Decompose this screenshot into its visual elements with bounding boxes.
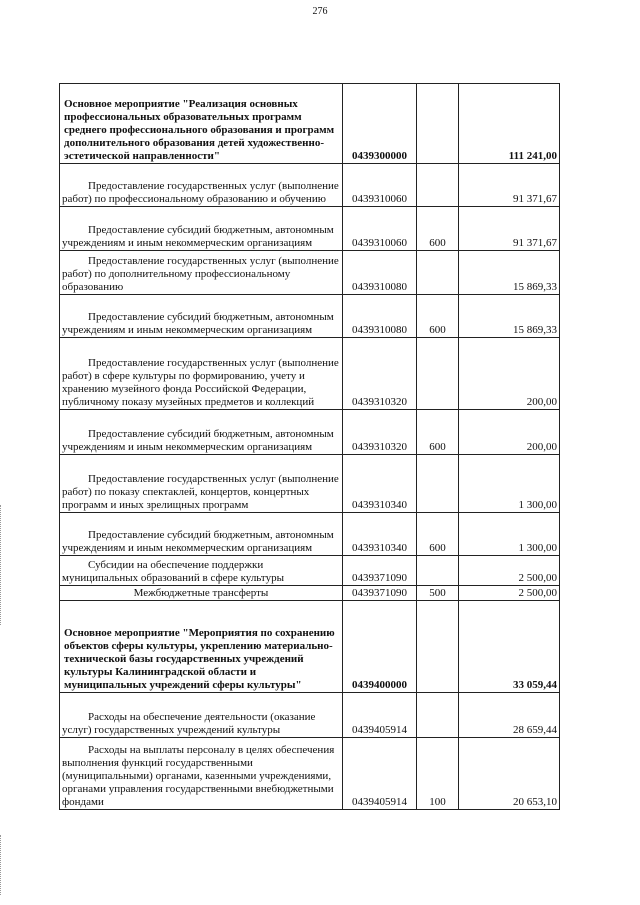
row-sum: 2 500,00: [459, 556, 560, 586]
table-row: [60, 338, 560, 410]
row-name: Предоставление государственных услуг (выполнение работ) по показу спектаклей, концертов, концертных программ и иных зрелищных программ: [60, 455, 343, 513]
table-row: [60, 601, 560, 693]
row-sum: 200,00: [459, 338, 560, 410]
table-row: [60, 84, 560, 164]
row-type: [417, 455, 459, 513]
row-type: [417, 164, 459, 207]
row-sum: 111 241,00: [459, 84, 560, 164]
row-name: Предоставление государственных услуг (выполнение работ) в сфере культуры по формированию, учету и хранению музейного фонда Российской Федерации, публичному показу музейных предметов и коллекций: [60, 338, 343, 410]
page-number: 276: [312, 6, 328, 17]
table-row: [60, 693, 560, 738]
row-type: 100: [417, 738, 459, 810]
row-name: Предоставление государственных услуг (выполнение работ) по профессиональному образованию и обучению: [60, 164, 343, 207]
row-type: 600: [417, 207, 459, 251]
row-type: [417, 84, 459, 164]
row-code: 0439400000: [343, 601, 417, 693]
row-type: [417, 601, 459, 693]
row-code: 0439310340: [343, 455, 417, 513]
row-sum: 91 371,67: [459, 164, 560, 207]
table-row: [60, 410, 560, 455]
row-code: 0439300000: [343, 84, 417, 164]
row-type: [417, 693, 459, 738]
row-name: Предоставление субсидий бюджетным, автономным учреждениям и иным некоммерческим организациям: [60, 410, 343, 455]
row-sum: 1 300,00: [459, 513, 560, 556]
table-row: [60, 455, 560, 513]
row-type: 500: [417, 586, 459, 601]
row-type: 600: [417, 410, 459, 455]
row-sum: 20 653,10: [459, 738, 560, 810]
scan-margin-mark: [0, 505, 4, 625]
scan-margin-mark: [0, 835, 4, 895]
row-code: 0439310320: [343, 410, 417, 455]
table-row: [60, 556, 560, 586]
row-code: 0439405914: [343, 738, 417, 810]
row-code: 0439371090: [343, 556, 417, 586]
row-type: 600: [417, 513, 459, 556]
table-row: [60, 164, 560, 207]
row-name: Предоставление субсидий бюджетным, автономным учреждениям и иным некоммерческим организациям: [60, 513, 343, 556]
row-type: [417, 556, 459, 586]
row-code: 0439310320: [343, 338, 417, 410]
row-code: 0439405914: [343, 693, 417, 738]
row-name: Предоставление субсидий бюджетным, автономным учреждениям и иным некоммерческим организациям: [60, 207, 343, 251]
table-row: [60, 738, 560, 810]
table-row: [60, 207, 560, 251]
row-code: 0439310340: [343, 513, 417, 556]
row-name: Основное мероприятие "Реализация основных профессиональных образовательных программ среднего профессионального образования и программ дополнительного образования детей художественно-эстетической направленности": [60, 84, 343, 164]
row-sum: 91 371,67: [459, 207, 560, 251]
table-row: [60, 513, 560, 556]
row-name: Предоставление субсидий бюджетным, автономным учреждениям и иным некоммерческим организациям: [60, 295, 343, 338]
row-name: Субсидии на обеспечение поддержки муниципальных образований в сфере культуры: [60, 556, 343, 586]
row-code: 0439310080: [343, 295, 417, 338]
row-name: Расходы на выплаты персоналу в целях обеспечения выполнения функций государственными (муниципальными) органами, казенными учреждениями, органами управления государственными внебюджетными фондами: [60, 738, 343, 810]
row-name: Межбюджетные трансферты: [60, 586, 343, 601]
row-code: 0439310060: [343, 164, 417, 207]
budget-table: [59, 83, 560, 810]
row-sum: 15 869,33: [459, 295, 560, 338]
row-name: Предоставление государственных услуг (выполнение работ) по дополнительному профессиональному образованию: [60, 251, 343, 295]
row-type: [417, 251, 459, 295]
row-sum: 1 300,00: [459, 455, 560, 513]
row-sum: 2 500,00: [459, 586, 560, 601]
row-type: 600: [417, 295, 459, 338]
row-sum: 200,00: [459, 410, 560, 455]
table-row: [60, 251, 560, 295]
row-name: Расходы на обеспечение деятельности (оказание услуг) государственных учреждений культуры: [60, 693, 343, 738]
row-type: [417, 338, 459, 410]
row-sum: 33 059,44: [459, 601, 560, 693]
table-row: [60, 295, 560, 338]
row-name: Основное мероприятие "Мероприятия по сохранению объектов сферы культуры, укреплению материально-технической базы государственных учреждений культуры Калининградской области и муниципальных учреждений сферы культуры": [60, 601, 343, 693]
table-row: [60, 586, 560, 601]
row-code: 0439371090: [343, 586, 417, 601]
row-code: 0439310060: [343, 207, 417, 251]
row-sum: 28 659,44: [459, 693, 560, 738]
row-sum: 15 869,33: [459, 251, 560, 295]
row-code: 0439310080: [343, 251, 417, 295]
